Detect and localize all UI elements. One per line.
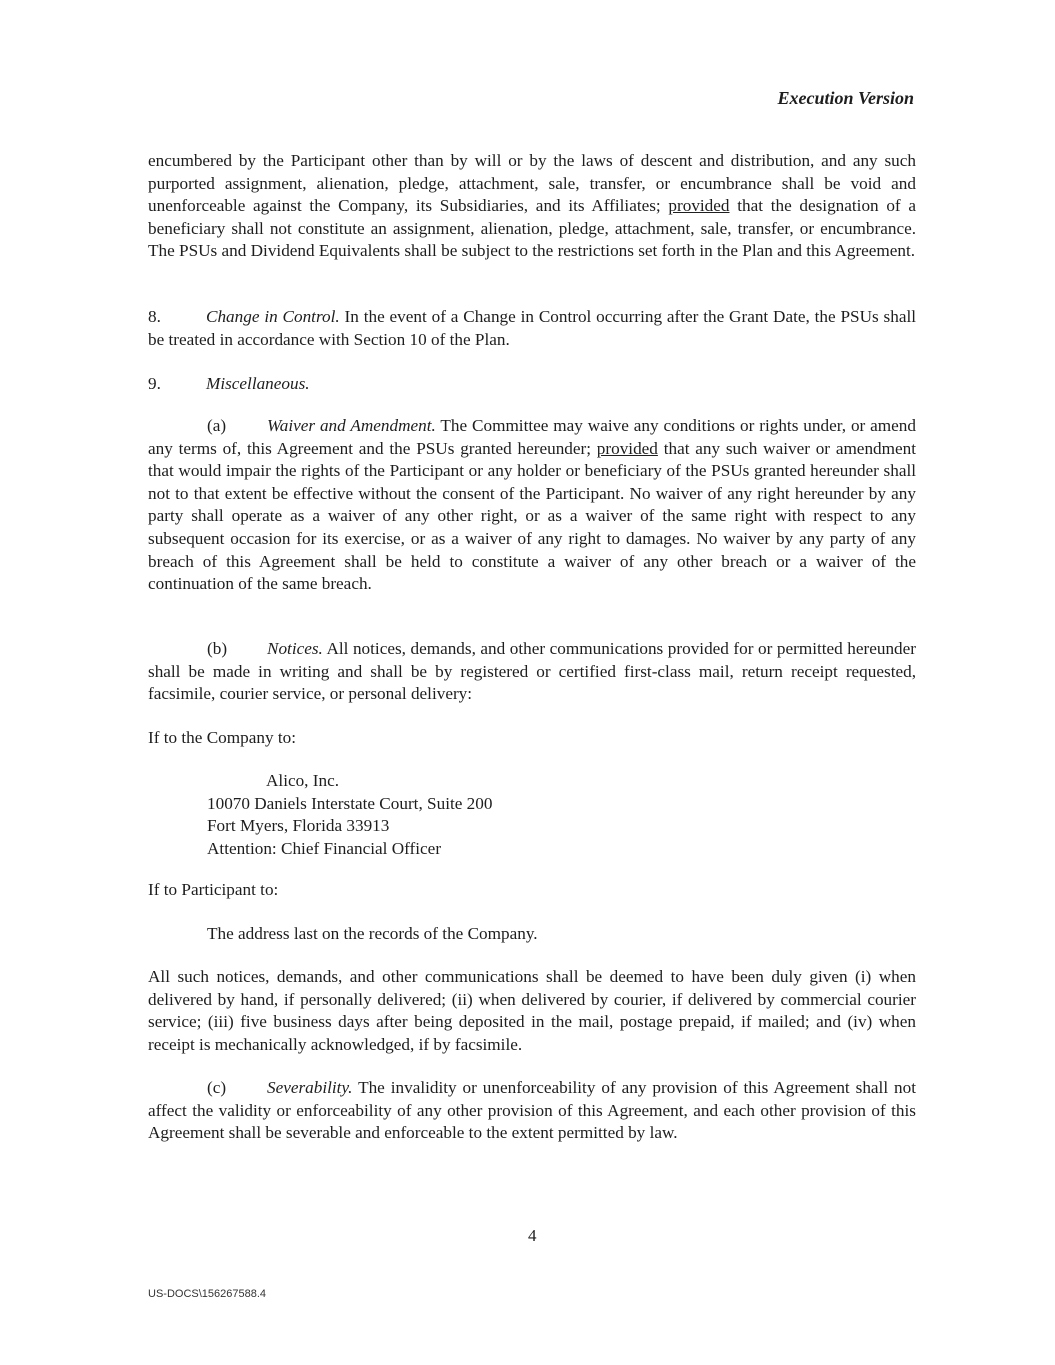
provided-term: provided [668,196,730,216]
document-id-footer: US-DOCS\156267588.4 [148,1288,267,1300]
section-number: 8. [148,307,161,326]
page-number: 4 [528,1226,537,1245]
subsection-label: (b) [207,639,228,658]
section-9a-waiver: (a) Waiver and Amendment. The Committee may waive any conditions or rights under, or amend any terms of, this Agreement and the PSUs granted hereunder; provided that any such waiver or amendment that would impair the rights of the Participant or any holder or beneficiary of the PSUs granted hereunder shall not to that extent be effective without the consent of the Participant. No waiver of any right hereunder by any party shall operate as a waiver of any other right, or as a waiver of the same right with respect to any subsequent occasion for its exercise, or as a waiver of any right to damages. No waiver by any party of any breach of this Agreement shall be held to constitute a waiver of any other breach or a waiver of the continuation of the same breach. [148,416,916,594]
subsection-label: (c) [207,1078,227,1097]
section-9c-severability: (c) Severability. The invalidity or unenforceability of any provision of this Agreement shall not affect the validity or enforceability of any other provision of this Agreement, and each other provision of this Agreement shall be severable and enforceable to the extent permitted by law. [148,1078,916,1143]
address-line: Attention: Chief Financial Officer [207,838,442,858]
participant-address: The address last on the records of the Company. [207,924,538,943]
subsection-title: Notices. [267,639,323,658]
company-intro: If to the Company to: [148,728,296,747]
subsection-title: Severability. [267,1078,353,1097]
execution-version-header: Execution Version [777,88,914,108]
section-title: Miscellaneous. [206,374,310,393]
section-9b-notices: (b) Notices. All notices, demands, and other communications provided for or permitted hereunder shall be made in writing and shall be by registered or certified first-class mail, return receipt requested, facsimile, courier service, or personal delivery: [148,639,916,704]
participant-intro: If to Participant to: [148,880,279,899]
address-line: Fort Myers, Florida 33913 [207,816,390,836]
paragraph-transfer-restrictions: encumbered by the Participant other than by will or by the laws of descent and distribution, and any such purported assignment, alienation, pledge, attachment, sale, transfer, or encumbrance shall be void and unenforceable against the Company, its Subsidiaries, and its Affiliates; provided that the designation of a beneficiary shall not constitute an assignment, alienation, pledge, attachment, sale, transfer, or encumbrance. The PSUs and Dividend Equivalents shall be subject to the restrictions set forth in the Plan and this Agreement. [148,151,916,261]
address-line: Alico, Inc. [266,771,340,790]
section-9-miscellaneous [148,373,916,396]
notices-delivery-paragraph: All such notices, demands, and other communications shall be deemed to have been duly given (i) when delivered by hand, if personally delivered; (ii) when delivered by courier, if delivered by commercial courier service; (iii) five business days after being deposited in the mail, postage prepaid, if mailed; and (iv) when receipt is mechanically acknowledged, if by facsimile. [148,967,916,1054]
company-address [207,770,492,860]
provided-term: provided [596,438,658,458]
subsection-label: (a) [207,416,227,435]
section-8-change-in-control: 8. Change in Control. In the event of a Change in Control occurring after the Grant Date, the PSUs shall be treated in accordance with Section 10 of the Plan. [148,307,916,349]
address-line: 10070 Daniels Interstate Court, Suite 200 [207,793,493,813]
section-title: Change in Control. [206,307,340,326]
subsection-title: Waiver and Amendment. [267,416,436,435]
section-number: 9. [148,374,161,393]
